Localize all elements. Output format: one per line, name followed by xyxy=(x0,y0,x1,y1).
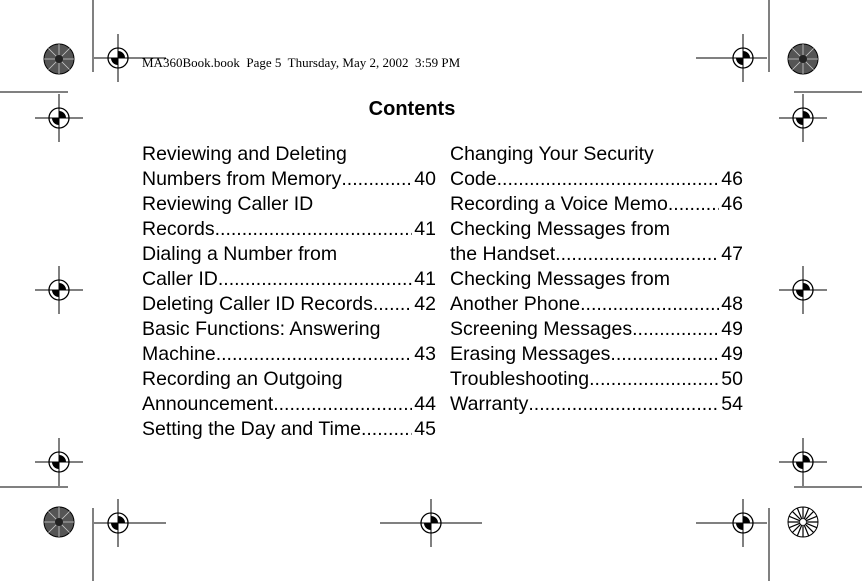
toc-dot-leader xyxy=(632,317,719,342)
toc-dot-leader xyxy=(273,392,412,417)
toc-page-number: 46 xyxy=(721,168,743,190)
toc-page-number: 45 xyxy=(414,418,436,440)
toc-entry-title: Erasing Messages xyxy=(450,343,611,365)
toc-entry-title: Another Phone xyxy=(450,293,581,315)
toc-entry xyxy=(142,217,436,242)
toc-page-number: 40 xyxy=(414,168,436,190)
toc-entry xyxy=(142,167,436,192)
toc-entry-title: Setting the Day and Time xyxy=(142,418,361,440)
toc-entry xyxy=(142,342,436,367)
toc-dot-leader xyxy=(497,167,720,192)
toc-page-number: 47 xyxy=(721,243,743,265)
toc-entry xyxy=(142,417,436,442)
toc-entry-lead-line: Reviewing Caller ID xyxy=(142,193,314,215)
toc-dot-leader xyxy=(589,367,719,392)
toc-entry xyxy=(450,367,743,392)
toc-dot-leader xyxy=(528,392,719,417)
toc-dot-leader xyxy=(341,167,412,192)
toc-page-number: 42 xyxy=(414,293,436,315)
toc-dot-leader xyxy=(216,342,413,367)
toc-entry-title: the Handset xyxy=(450,243,556,265)
toc-entry xyxy=(450,167,743,192)
toc-entry xyxy=(142,267,436,292)
toc-page-number: 41 xyxy=(414,218,436,240)
toc-page-number: 41 xyxy=(414,268,436,290)
toc-entry xyxy=(142,392,436,417)
toc-entry xyxy=(450,292,743,317)
print-slug-header: MA360Book.book Page 5 Thursday, May 2, 2002 3:59 PM xyxy=(142,55,461,70)
toc-page-number: 54 xyxy=(721,393,743,415)
toc-entry-lead-line: Recording an Outgoing xyxy=(142,368,343,390)
toc-entry-title: Screening Messages xyxy=(450,318,633,340)
toc-entry xyxy=(142,292,436,317)
toc-entry-title: Numbers from Memory xyxy=(142,168,342,190)
toc-entry xyxy=(450,192,743,217)
toc-dot-leader xyxy=(218,267,412,292)
toc-entry-title: Code xyxy=(450,168,497,190)
toc-entry-title: Deleting Caller ID Records xyxy=(142,293,373,315)
toc-entry-lead-line: Checking Messages from xyxy=(450,218,671,240)
toc-page-number: 43 xyxy=(414,343,436,365)
toc-entry-title: Announcement xyxy=(142,393,274,415)
toc-page-number: 49 xyxy=(721,318,743,340)
toc-entry-title: Caller ID xyxy=(142,268,218,290)
toc-entry xyxy=(450,342,743,367)
toc-dot-leader xyxy=(361,417,412,442)
toc-dot-leader xyxy=(555,242,719,267)
toc-dot-leader xyxy=(610,342,719,367)
toc-page-number: 46 xyxy=(721,193,743,215)
toc-entry xyxy=(450,242,743,267)
toc-dot-leader xyxy=(580,292,719,317)
toc-dot-leader xyxy=(668,192,719,217)
toc-entry xyxy=(450,317,743,342)
toc-entry-title: Machine xyxy=(142,343,216,365)
toc-entry-lead-line: Reviewing and Deleting xyxy=(142,143,347,165)
toc-entry xyxy=(450,392,743,417)
toc-entry-title: Troubleshooting xyxy=(450,368,590,390)
toc-entry-title: Warranty xyxy=(450,393,529,415)
toc-page-number: 44 xyxy=(414,393,436,415)
toc-dot-leader xyxy=(373,292,412,317)
toc-page-number: 49 xyxy=(721,343,743,365)
toc-entry-lead-line: Basic Functions: Answering xyxy=(142,318,381,340)
toc-column-left xyxy=(142,142,436,442)
toc-dot-leader xyxy=(215,217,413,242)
toc-page-number: 48 xyxy=(721,293,743,315)
toc-entry-title: Recording a Voice Memo xyxy=(450,193,668,215)
toc-entry-lead-line: Changing Your Security xyxy=(450,143,654,165)
toc-entry-lead-line: Dialing a Number from xyxy=(142,243,338,265)
toc-page-number: 50 xyxy=(721,368,743,390)
toc-entry-lead-line: Checking Messages from xyxy=(450,268,671,290)
toc-column-right xyxy=(450,142,743,417)
toc-entry-title: Records xyxy=(142,218,215,240)
page-title: Contents xyxy=(368,98,456,120)
